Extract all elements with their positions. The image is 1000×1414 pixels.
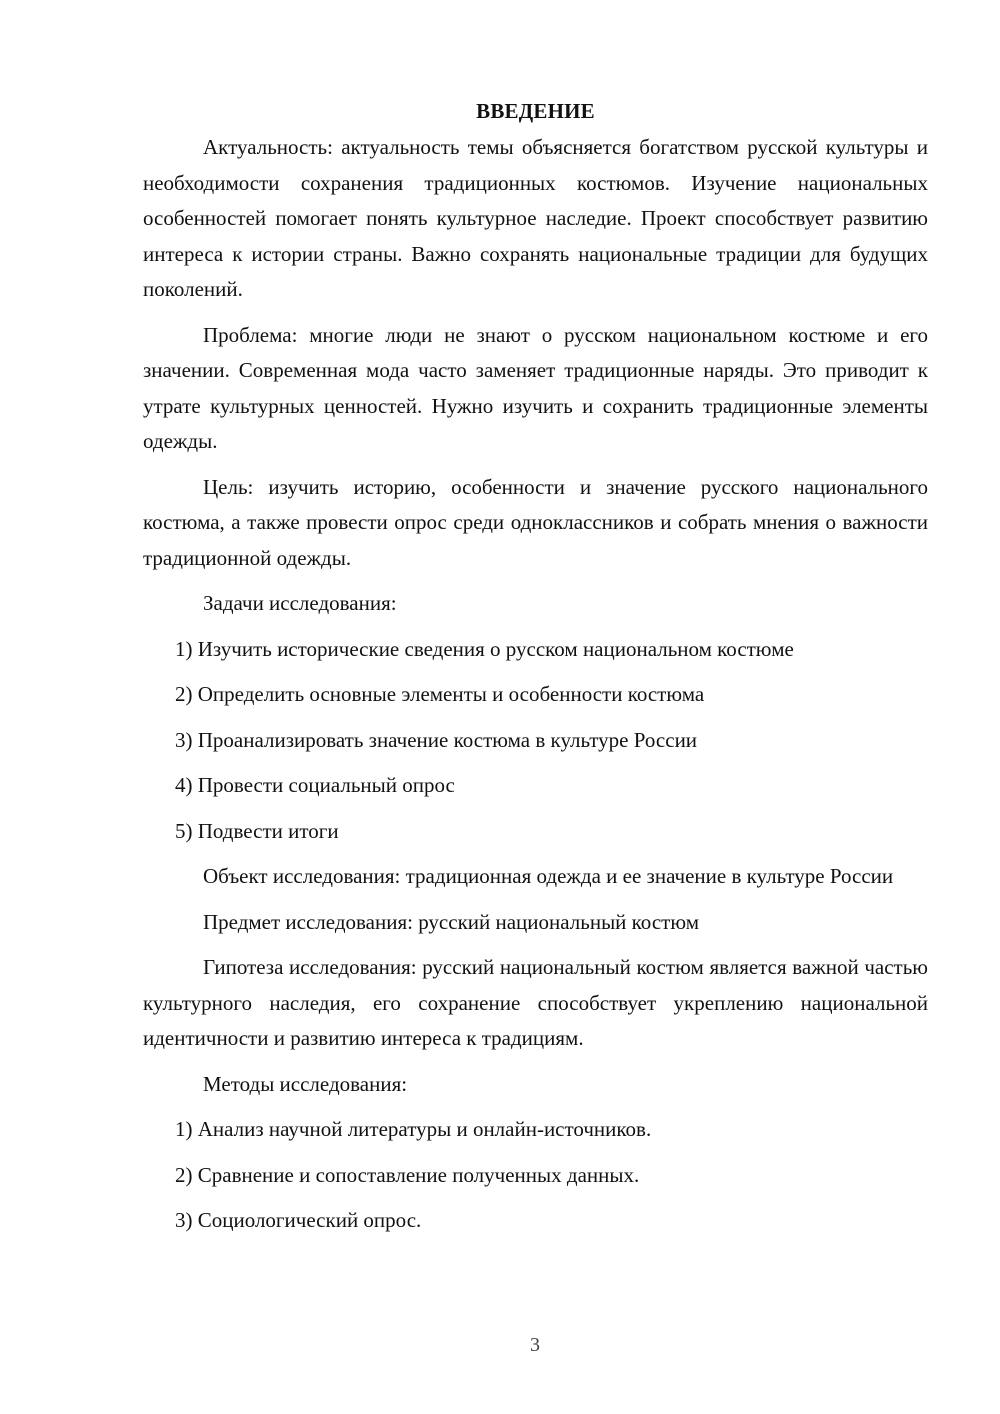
task-item: 3) Проанализировать значение костюма в культуре России <box>175 727 698 752</box>
method-item: 1) Анализ научной литературы и онлайн-источников. <box>175 1117 652 1141</box>
relevance-paragraph: Актуальность: актуальность темы объясняется богатством русской культуры и необходимости сохранения традиционных костюмов. Изучение национальных особенностей помогает понять культурное наследие. Проект способствует развитию интереса к истории страны. Важно сохранять национальные традиции для будущих поколений. <box>143 135 928 301</box>
task-item: 1) Изучить исторические сведения о русском национальном костюме <box>175 636 794 661</box>
task-item: 4) Провести социальный опрос <box>175 773 455 797</box>
hypothesis-paragraph: Гипотеза исследования: русский национальный костюм является важной частью культурного наследия, его сохранение способствует укреплению национальной идентичности и развитию интереса к традициям. <box>143 955 928 1050</box>
task-item: 5) Подвести итоги <box>175 818 339 843</box>
methods-heading: Методы исследования: <box>203 1071 408 1096</box>
goal-paragraph: Цель: изучить историю, особенности и значение русского национального костюма, а также провести опрос среди одноклассников и собрать мнения о важности традиционной одежды. <box>143 474 928 570</box>
methods-list <box>143 1112 928 1239</box>
method-item: 3) Социологический опрос. <box>175 1208 422 1232</box>
task-item: 2) Определить основные элементы и особенности костюма <box>175 682 705 706</box>
subject-paragraph: Предмет исследования: русский национальный костюм <box>203 909 700 934</box>
page-content <box>143 96 928 1249</box>
tasks-heading: Задачи исследования: <box>203 591 397 615</box>
problem-paragraph: Проблема: многие люди не знают о русском национальном костюме и его значении. Современная мода часто заменяет традиционные наряды. Это приводит к утрате культурных ценностей. Нужно изучить и сохранить традиционные элементы одежды. <box>143 322 928 453</box>
method-item: 2) Сравнение и сопоставление полученных данных. <box>175 1162 640 1187</box>
section-title: ВВЕДЕНИЕ <box>476 99 595 123</box>
page-number: 3 <box>530 1334 540 1356</box>
tasks-list <box>143 632 928 850</box>
object-paragraph: Объект исследования: традиционная одежда и ее значение в культуре России <box>203 864 894 888</box>
